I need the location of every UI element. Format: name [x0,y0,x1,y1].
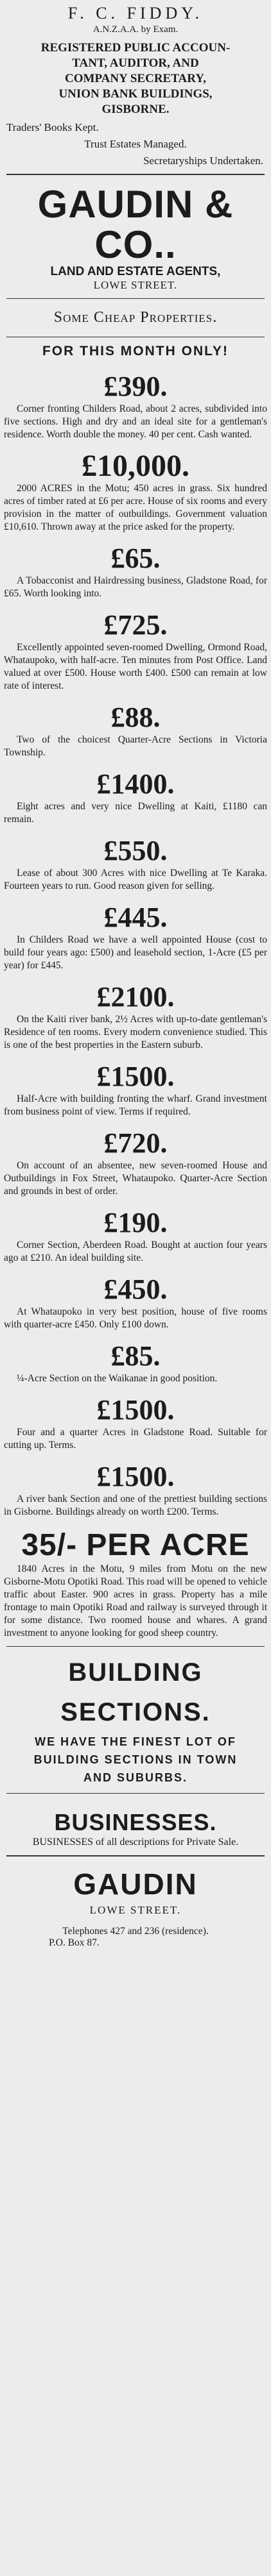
listing-price: £725. [103,609,168,641]
listing [4,450,267,534]
footer-box: P.O. Box 87. [49,1937,100,1948]
fiddy-line: TANT, AUDITOR, AND [72,56,199,70]
listing [4,543,267,600]
listing-price: £550. [103,835,168,866]
fiddy-trust: Trust Estates Managed. [84,138,187,150]
building-sections [4,1658,267,1787]
listing-price: £450. [103,1274,168,1305]
building-line: BUILDING SECTIONS IN TOWN [33,1753,238,1766]
divider [6,1646,265,1647]
cheap-properties-heading: Some Cheap Properties. [53,309,218,326]
listing-desc: Corner fronting Childers Road, about 2 acres, subdivided into five sections. High and dry and an ideal site for a gentleman's residence. Worth double the money. 40 per cent. Cash wanted. [4,403,267,440]
listing-price: £190. [103,1207,168,1238]
newspaper-advert-column [0,4,271,2576]
divider [6,1855,265,1856]
building-title: BUILDING [68,1658,203,1687]
footer-street: LOWE STREET. [89,1904,182,1916]
listing-desc: On the Kaiti river bank, 2½ Acres with up-to-date gentleman's Residence of ten rooms. Every modern convenience studied. This is one of the best properties in the Eastern suburb. [4,1014,267,1050]
listing-price: £88. [110,702,161,733]
listing-price: £445. [103,902,168,933]
listing [4,1340,267,1385]
listing-desc: Lease of about 300 Acres with nice Dwelling at Te Karaka. Fourteen years to run. Good reason given for selling. [4,868,267,891]
listing-desc: Excellently appointed seven-roomed Dwelling, Ormond Road, Whataupoko, with half-acre. Ten minutes from Post Office. Land valued at over £500. House worth £400. £500 can remain at low rate of interest. [4,642,267,691]
listing [4,768,267,826]
listing-desc: On account of an absentee, new seven-roomed House and Outbuildings in Fox Street, Whataupoko. Quarter-Acre Section and grounds in best of order. [4,1160,267,1197]
divider [6,1793,265,1794]
listing-price: £10,000. [82,449,189,483]
listing-desc: ¼-Acre Section on the Waikanae in good position. [17,1373,218,1384]
listing-desc: A river bank Section and one of the prettiest building sections in Gisborne. Buildings already on worth £200. Terms. [4,1494,267,1517]
fiddy-line: GISBORNE. [101,103,170,116]
gaudin-street: LOWE STREET. [93,279,178,291]
divider [6,174,265,175]
businesses [4,1809,267,1849]
listing-price: £1500. [96,1461,175,1492]
businesses-desc: BUSINESSES of all descriptions for Private Sale. [32,1837,239,1848]
listing [4,371,267,441]
listing [4,1127,267,1198]
listing [4,1207,267,1265]
listing [4,702,267,759]
footer [4,1867,267,1949]
gaudin-header [4,184,267,292]
listing [4,1461,267,1519]
listing-price: £2100. [96,981,175,1013]
per-acre-listing [4,1528,267,1640]
fiddy-line: COMPANY SECRETARY, [65,72,206,85]
fiddy-traders: Traders' Books Kept. [6,121,99,133]
listing-price: £85. [110,1340,161,1372]
fiddy-secretaryships: Secretaryships Undertaken. [143,155,263,167]
listing-price: £1400. [96,768,175,800]
listing [4,1061,267,1118]
listing-desc: 2000 ACRES in the Motu; 450 acres in grass. Six hundred acres of timber rated at £6 per acre. House of six rooms and every provision in the matter of outbuildings. Government valuation £10,610. Thrown away at the price asked for the property. [4,483,267,532]
listing-price: £720. [103,1127,168,1159]
building-line: WE HAVE THE FINEST LOT OF [35,1735,236,1748]
listing-desc: Eight acres and very nice Dwelling at Kaiti, £1180 can remain. [4,801,267,825]
fiddy-details [4,40,267,117]
listing-desc: Corner Section, Aberdeen Road. Bought at auction four years ago at £210. An ideal building site. [4,1240,267,1263]
listing [4,902,267,972]
per-acre-desc: 1840 Acres in the Motu, 9 miles from Motu on the new Gisborne-Motu Opotiki Road. This road will be opened to vehicle traffic about Easter. 900 acres in grass. Property has a mile frontage to main Opotiki Road and railway is surveyed through it for some distance. Two roomed house and whares. A grand investment to anyone looking for good sheep country. [4,1563,267,1638]
month-heading: FOR THIS MONTH ONLY! [42,344,229,358]
building-title: SECTIONS. [60,1698,211,1726]
gaudin-title: GAUDIN & CO.. [37,183,234,266]
footer-phone: Telephones 427 and 236 (residence). [62,1926,209,1937]
gaudin-subtitle: LAND AND ESTATE AGENTS, [50,265,221,278]
listing-desc: Two of the choicest Quarter-Acre Sections in Victoria Township. [4,734,267,758]
divider [6,298,265,299]
listing-desc: At Whataupoko in very best position, house of five rooms with quarter-acre £450. Only £100 down. [4,1306,267,1330]
fiddy-advert [4,4,267,167]
listing-desc: A Tobacconist and Hairdressing business, Gladstone Road, for £65. Worth looking into. [4,575,267,599]
listing [4,981,267,1052]
businesses-title: BUSINESSES. [54,1809,217,1835]
listing-desc: Half-Acre with building fronting the wharf. Grand investment from business point of view. Terms if required. [4,1093,267,1117]
listing-price: £65. [110,543,161,574]
per-acre-price: 35/- PER ACRE [21,1528,250,1562]
listing [4,1394,267,1452]
listing-price: £390. [103,371,168,402]
listing-desc: In Childers Road we have a well appointed House (cost to build four years ago: £500) and leasehold section, 1-Acre (£5 per year) for £445. [4,934,267,971]
listing-desc: Four and a quarter Acres in Gladstone Road. Suitable for cutting up. Terms. [4,1427,267,1451]
listing [4,835,267,893]
fiddy-line: UNION BANK BUILDINGS, [58,87,213,101]
listing [4,609,267,693]
listing-price: £1500. [96,1061,175,1092]
footer-title: GAUDIN [73,1867,198,1901]
fiddy-name: F. C. FIDDY. [67,4,204,22]
listing-price: £1500. [96,1394,175,1426]
fiddy-qualifications: A.N.Z.A.A. by Exam. [92,24,179,35]
fiddy-line: REGISTERED PUBLIC ACCOUN- [40,41,231,55]
listings [4,371,267,1519]
listing [4,1274,267,1331]
building-line: AND SUBURBS. [83,1771,188,1784]
building-desc [4,1733,267,1787]
